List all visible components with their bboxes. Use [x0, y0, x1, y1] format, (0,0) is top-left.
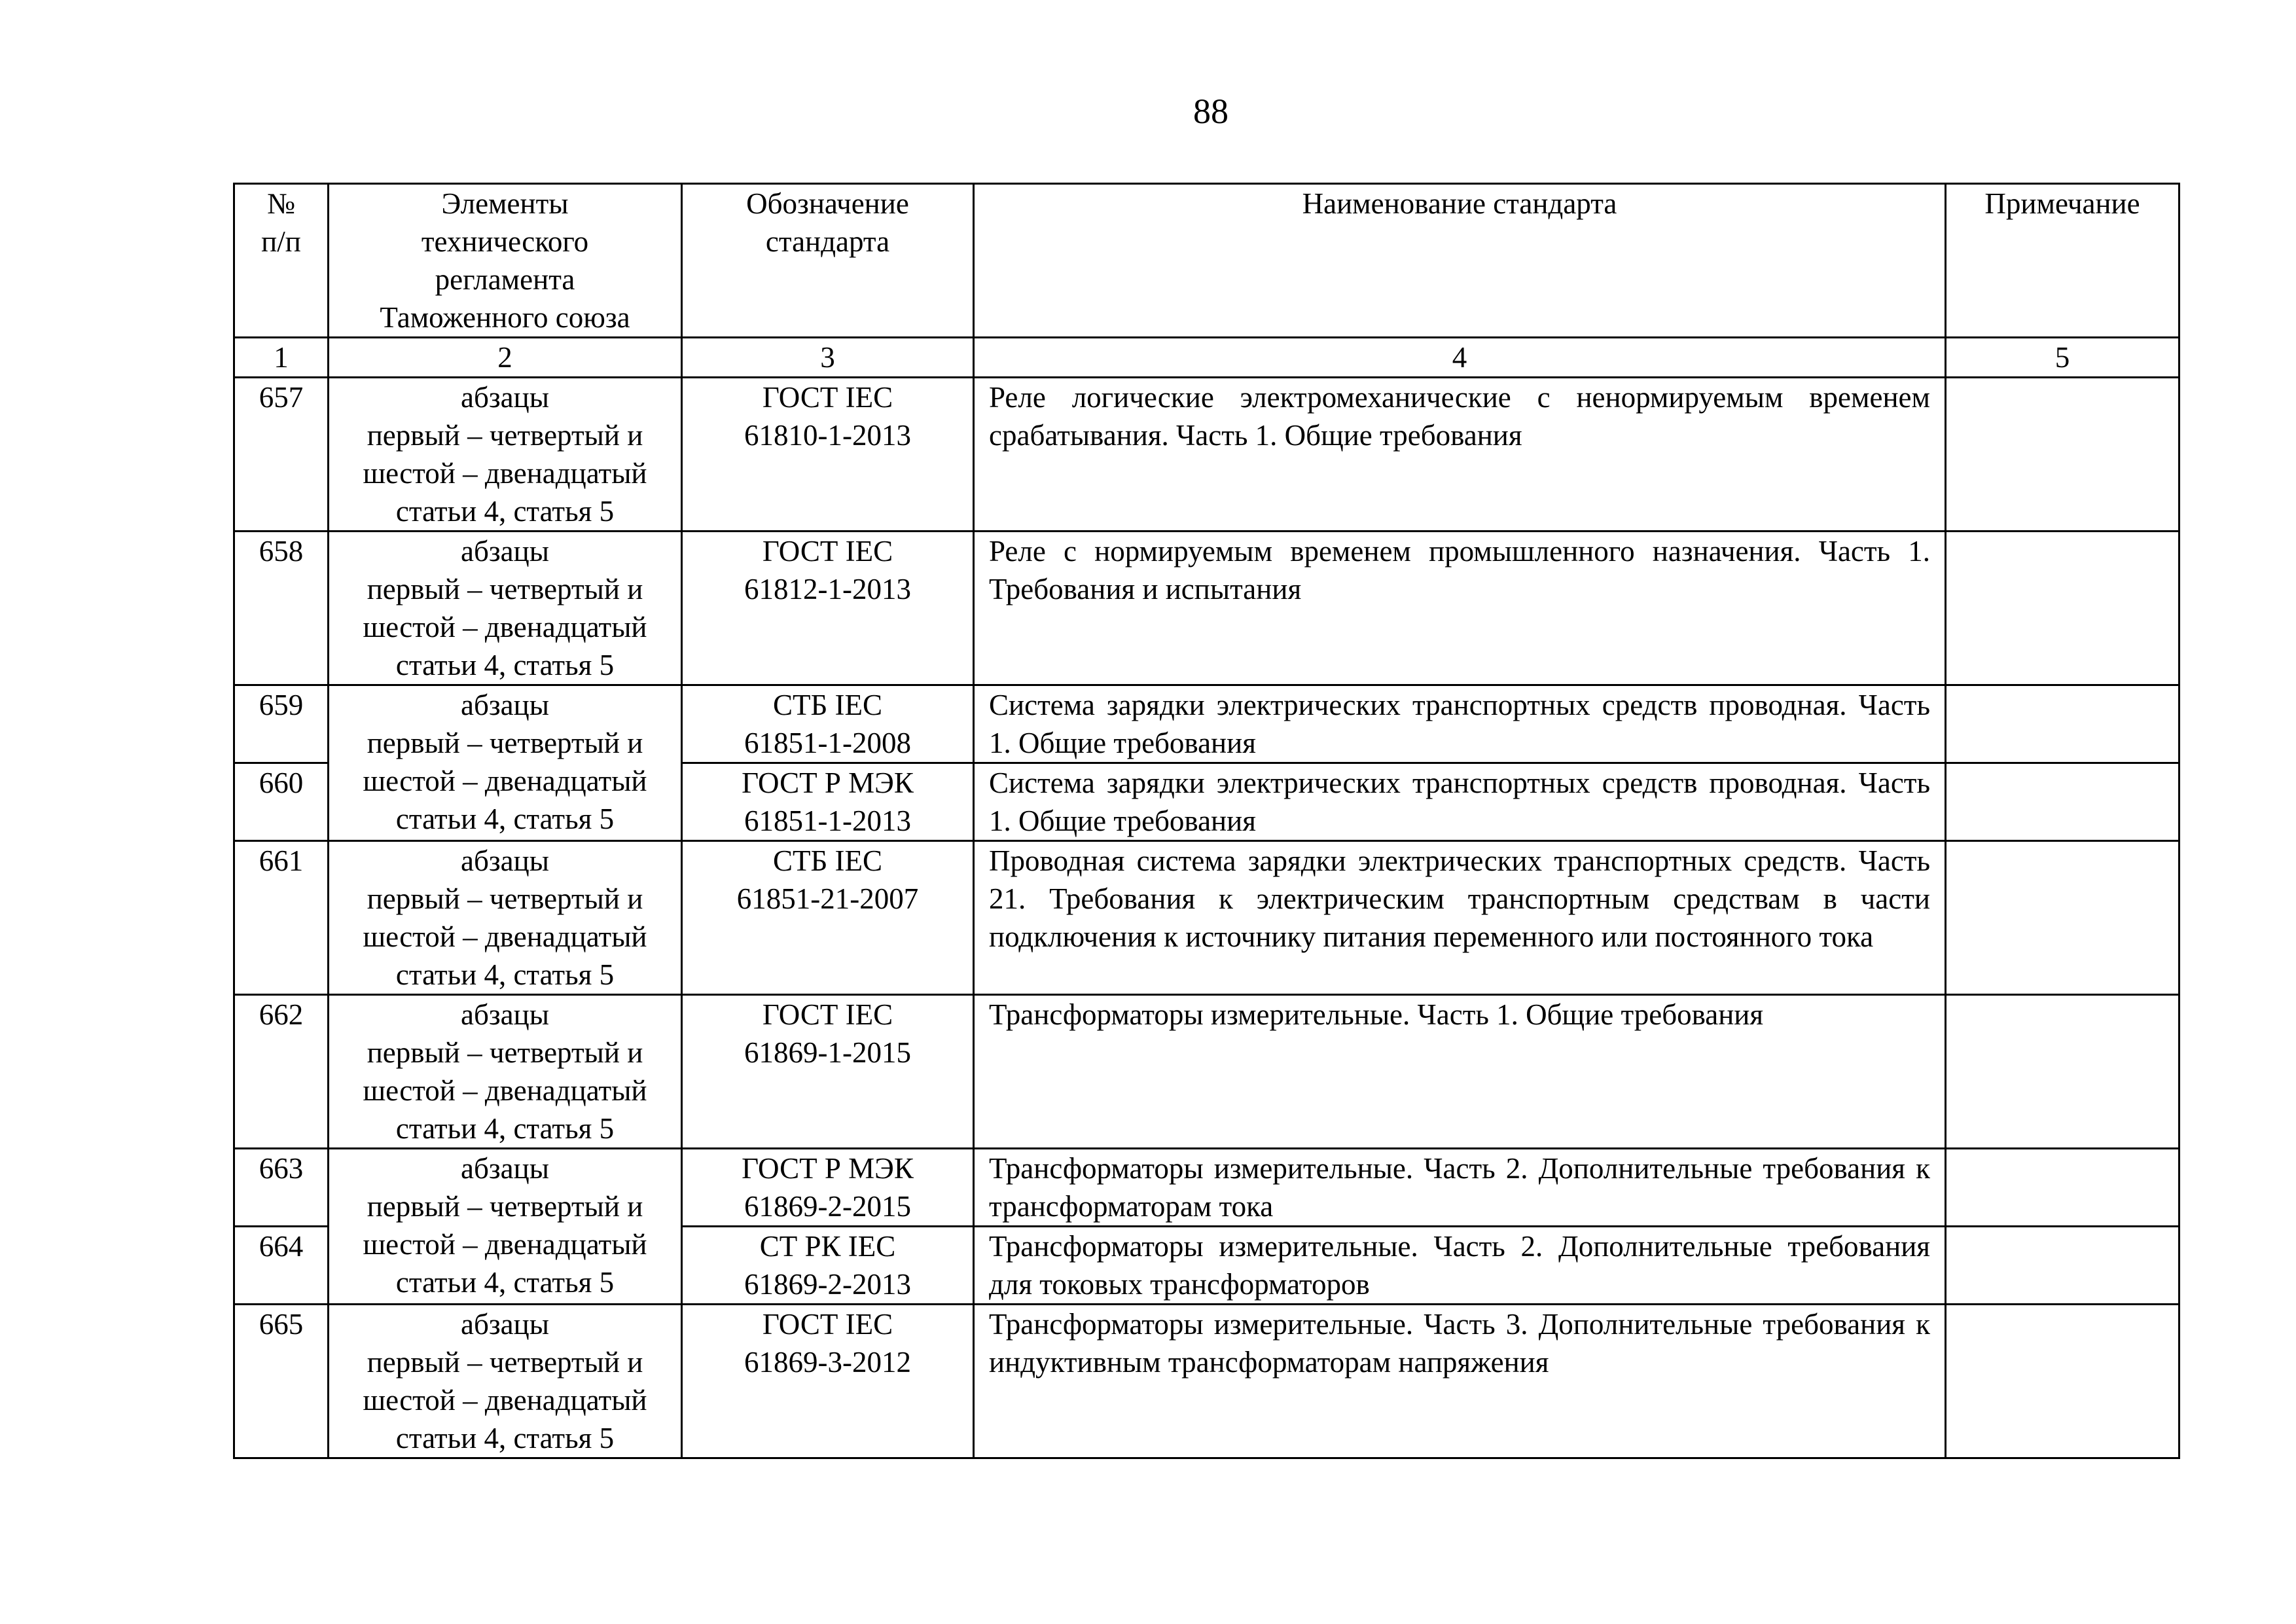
table-row: [234, 1305, 2179, 1458]
row-number: 661: [234, 841, 329, 995]
table-row: [234, 532, 2179, 685]
row-note: [1946, 763, 2179, 841]
row-number: 663: [234, 1149, 329, 1227]
row-note: [1946, 685, 2179, 763]
row-number: 657: [234, 378, 329, 532]
row-elements: абзацы первый – четвертый и шестой – двенадцатый статьи 4, статья 5: [329, 995, 682, 1149]
row-standard-name: Реле логические электромеханические с ненормируемым временем срабатывания. Часть 1. Общие требования: [974, 378, 1946, 532]
row-designation: ГОСТ Р МЭК 61851-1-2013: [682, 763, 974, 841]
table-row: [234, 685, 2179, 763]
header-number: № п/п: [234, 184, 329, 338]
column-number: 1: [234, 338, 329, 378]
row-note: [1946, 1305, 2179, 1458]
column-number-row: [234, 338, 2179, 378]
row-note: [1946, 841, 2179, 995]
row-designation: СТБ IEC 61851-21-2007: [682, 841, 974, 995]
table-row: [234, 378, 2179, 532]
row-standard-name: Система зарядки электрических транспортных средств проводная. Часть 1. Общие требования: [974, 685, 1946, 763]
header-standard-name: Наименование стандарта: [974, 184, 1946, 338]
row-elements: абзацы первый – четвертый и шестой – двенадцатый статьи 4, статья 5: [329, 532, 682, 685]
row-number: 658: [234, 532, 329, 685]
row-note: [1946, 532, 2179, 685]
row-note: [1946, 995, 2179, 1149]
row-number: 660: [234, 763, 329, 841]
row-standard-name: Трансформаторы измерительные. Часть 2. Дополнительные требования для токовых трансформаторов: [974, 1227, 1946, 1305]
column-number: 2: [329, 338, 682, 378]
standards-table: [233, 183, 2180, 1459]
row-number: 662: [234, 995, 329, 1149]
row-standard-name: Реле с нормируемым временем промышленного назначения. Часть 1. Требования и испытания: [974, 532, 1946, 685]
row-standard-name: Трансформаторы измерительные. Часть 1. Общие требования: [974, 995, 1946, 1149]
row-elements: абзацы первый – четвертый и шестой – двенадцатый статьи 4, статья 5: [329, 685, 682, 841]
row-elements: абзацы первый – четвертый и шестой – двенадцатый статьи 4, статья 5: [329, 1305, 682, 1458]
row-designation: ГОСТ IEC 61869-3-2012: [682, 1305, 974, 1458]
row-standard-name: Система зарядки электрических транспортных средств проводная. Часть 1. Общие требования: [974, 763, 1946, 841]
row-designation: ГОСТ IEC 61810-1-2013: [682, 378, 974, 532]
row-note: [1946, 378, 2179, 532]
row-standard-name: Трансформаторы измерительные. Часть 3. Дополнительные требования к индуктивным трансформаторам напряжения: [974, 1305, 1946, 1458]
row-elements: абзацы первый – четвертый и шестой – двенадцатый статьи 4, статья 5: [329, 378, 682, 532]
row-standard-name: Проводная система зарядки электрических транспортных средств. Часть 21. Требования к электрическим транспортным средствам в части подключения к источнику питания переменного или постоянного тока: [974, 841, 1946, 995]
row-designation: ГОСТ IEC 61812-1-2013: [682, 532, 974, 685]
row-elements: абзацы первый – четвертый и шестой – двенадцатый статьи 4, статья 5: [329, 841, 682, 995]
row-number: 665: [234, 1305, 329, 1458]
header-note: Примечание: [1946, 184, 2179, 338]
row-designation: ГОСТ IEC 61869-1-2015: [682, 995, 974, 1149]
table-row: [234, 995, 2179, 1149]
header-elements: Элементы технического регламента Таможенного союза: [329, 184, 682, 338]
row-number: 664: [234, 1227, 329, 1305]
table-row: [234, 1149, 2179, 1227]
column-number: 4: [974, 338, 1946, 378]
row-standard-name: Трансформаторы измерительные. Часть 2. Дополнительные требования к трансформаторам тока: [974, 1149, 1946, 1227]
header-designation: Обозначение стандарта: [682, 184, 974, 338]
column-number: 3: [682, 338, 974, 378]
row-designation: ГОСТ Р МЭК 61869-2-2015: [682, 1149, 974, 1227]
row-note: [1946, 1227, 2179, 1305]
row-designation: СТБ IEC 61851-1-2008: [682, 685, 974, 763]
row-elements: абзацы первый – четвертый и шестой – двенадцатый статьи 4, статья 5: [329, 1149, 682, 1305]
table-row: [234, 841, 2179, 995]
page-number: 88: [1193, 92, 1229, 131]
row-number: 659: [234, 685, 329, 763]
table-header-row: [234, 184, 2179, 338]
row-designation: СТ РК IEC 61869-2-2013: [682, 1227, 974, 1305]
column-number: 5: [1946, 338, 2179, 378]
row-note: [1946, 1149, 2179, 1227]
